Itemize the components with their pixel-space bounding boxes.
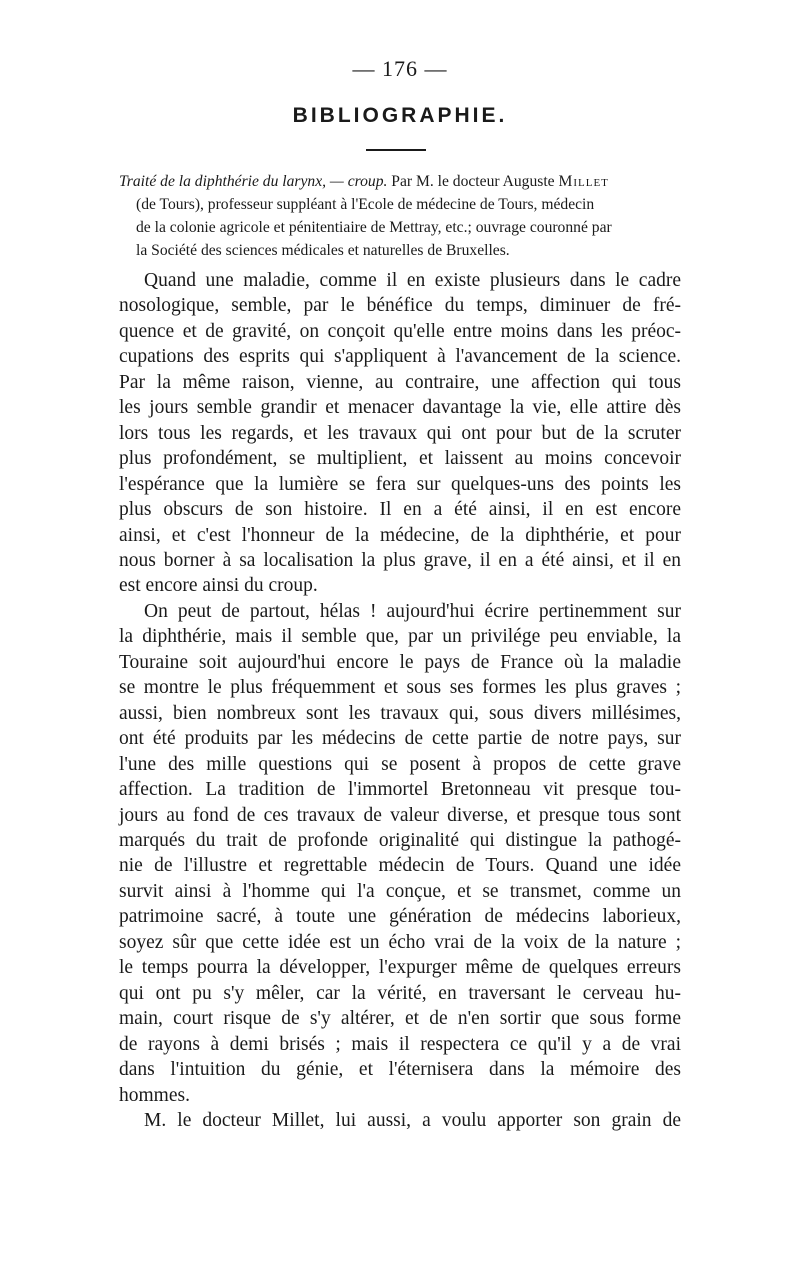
text-line: Quand une maladie, comme il en existe plusieurs dans le cadre <box>144 270 681 291</box>
text-line: se montre le plus fréquemment et sous ses formes les plus graves ; <box>119 677 681 699</box>
reference-author-prefix: Par M. le docteur Auguste <box>391 173 555 190</box>
text-line: ont été produits par les médecins de cette partie de notre pays, sur <box>119 728 681 750</box>
text-line: nosologique, semble, par le bénéfice du temps, diminuer de fré- <box>119 295 681 317</box>
text-line: survit ainsi à l'homme qui l'a conçue, et se transmet, comme un <box>119 880 681 902</box>
text-line: On peut de partout, hélas ! aujourd'hui écrire pertinemment sur <box>144 600 681 622</box>
text-line: patrimoine sacré, à toute une génération de médecins laborieux, <box>119 906 681 928</box>
text-line: lors tous les regards, et les travaux qui ont pour but de la scruter <box>119 422 681 444</box>
text-line: hommes. <box>119 1084 190 1106</box>
text-line: la diphthérie, mais il semble que, par un privilége peu enviable, la <box>119 626 681 648</box>
text-line: nous borner à sa localisation la plus grave, il en a été ainsi, et il en <box>119 549 681 571</box>
reference-author-name: Millet <box>558 173 609 190</box>
text-line: soyez sûr que cette idée est un écho vrai de la voix de la nature ; <box>119 931 681 953</box>
text-line: marqués du trait de profonde originalité qui distingue la pathogé- <box>119 829 681 851</box>
text-line: Touraine soit aujourd'hui encore le pays de France où la maladie <box>119 651 681 673</box>
text-line: qui ont pu s'y mêler, car la vérité, en traversant le cerveau hu- <box>119 982 681 1004</box>
review-reference <box>119 170 681 262</box>
text-line: est encore ainsi du croup. <box>119 575 318 597</box>
text-line: plus obscurs de son histoire. Il en a été ainsi, il en est encore <box>119 499 681 521</box>
page-number: — 176 — <box>352 56 448 81</box>
text-line: cupations des esprits qui s'appliquent à l'avancement de la science. <box>119 346 681 368</box>
text-line: l'une des mille questions qui se posent à propos de cette grave <box>119 753 681 775</box>
text-line: de rayons à demi brisés ; mais il respectera ce qu'il y a de vrai <box>119 1033 681 1055</box>
reference-line-4: la Société des sciences médicales et naturelles de Bruxelles. <box>136 242 510 259</box>
text-line: le temps pourra la développer, l'expurger même de quelques erreurs <box>119 957 681 979</box>
title-divider <box>366 149 426 151</box>
reference-line-3: de la colonie agricole et pénitentiaire de Mettray, etc.; ouvrage couronné par <box>136 219 612 236</box>
text-line: Par la même raison, vienne, au contraire, une affection qui tous <box>119 371 681 393</box>
text-line: jours au fond de ces travaux de valeur diverse, et presque tous sont <box>119 804 681 826</box>
text-line: ainsi, et c'est l'honneur de la médecine, de la diphthérie, et pour <box>119 524 681 546</box>
text-line: main, court risque de s'y altérer, et de n'en sortir que sous forme <box>119 1008 681 1030</box>
text-line: nie de l'illustre et regrettable médecin de Tours. Quand une idée <box>119 855 681 877</box>
body-text <box>119 268 681 1133</box>
text-line: M. le docteur Millet, lui aussi, a voulu apporter son grain de <box>144 1109 681 1131</box>
text-line: aussi, bien nombreux sont les travaux qui, sous divers millésimes, <box>119 702 681 724</box>
text-line: affection. La tradition de l'immortel Bretonneau vit presque tou- <box>119 779 681 801</box>
text-line: quence et de gravité, on conçoit qu'elle entre moins dans les préoc- <box>119 320 681 342</box>
text-line: l'espérance que la lumière se fera sur quelques-uns des points les <box>119 473 681 495</box>
text-line: les jours semble grandir et menacer davantage la vie, elle attire dès <box>119 397 681 419</box>
text-line: dans l'intuition du génie, et l'éternisera dans la mémoire des <box>119 1059 681 1081</box>
reference-line-1 <box>119 170 681 193</box>
section-title: BIBLIOGRAPHIE. <box>292 104 508 127</box>
text-line: plus profondément, se multiplient, et laissent au moins concevoir <box>119 448 681 470</box>
reference-line-2: (de Tours), professeur suppléant à l'Ecole de médecine de Tours, médecin <box>136 196 595 213</box>
reference-book-title: Traité de la diphthérie du larynx, — croup. <box>119 173 388 190</box>
